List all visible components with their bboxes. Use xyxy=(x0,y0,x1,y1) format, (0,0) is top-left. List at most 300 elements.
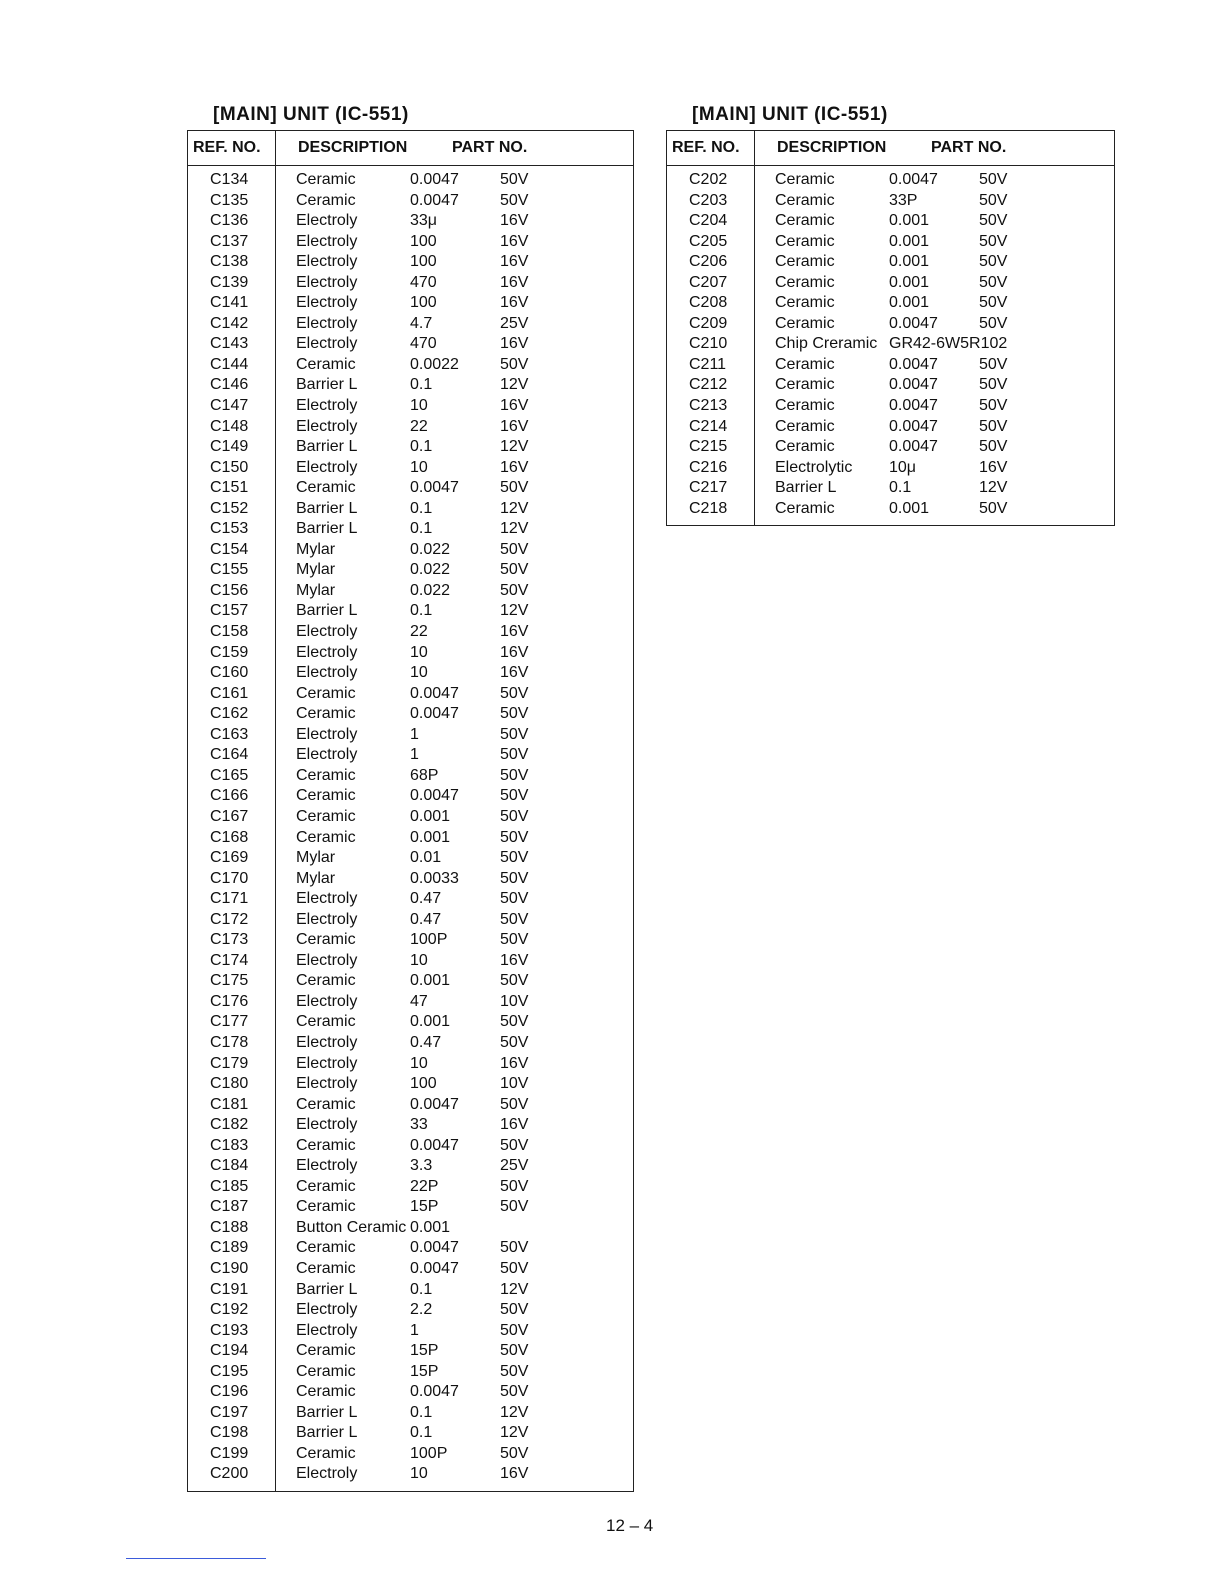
description-cell: Ceramic xyxy=(296,1362,356,1380)
description-cell: Ceramic xyxy=(775,355,835,373)
table-row xyxy=(755,334,1114,355)
ref-no-cell: C216 xyxy=(689,458,728,476)
table-row xyxy=(276,314,633,335)
description-cell: Electroly xyxy=(296,1321,358,1339)
description-cell: Ceramic xyxy=(296,1013,356,1031)
details-column xyxy=(276,166,633,1491)
description-cell: Electroly xyxy=(296,746,358,764)
description-cell: Electroly xyxy=(296,992,358,1010)
ref-no-cell: C175 xyxy=(210,972,249,990)
part-value-cell: 0.001 xyxy=(410,1218,451,1236)
ref-no-cell: C200 xyxy=(210,1465,249,1483)
description-cell: Ceramic xyxy=(775,253,835,271)
part-value-cell: 0.022 xyxy=(410,540,451,558)
part-value-cell: 0.0047 xyxy=(410,705,459,723)
table-row xyxy=(276,1382,633,1403)
part-value-cell: 0.0047 xyxy=(889,171,938,188)
voltage-cell: 50V xyxy=(500,1301,529,1319)
table-row xyxy=(276,869,633,890)
ref-no-cell: C204 xyxy=(689,212,728,230)
left-parts-section xyxy=(187,100,634,1492)
part-value-cell: 0.0047 xyxy=(410,1259,459,1277)
description-cell: Electroly xyxy=(296,458,358,476)
part-value-cell: 0.001 xyxy=(410,828,451,846)
part-value-cell: 0.47 xyxy=(410,1033,442,1051)
voltage-cell: 50V xyxy=(500,684,529,702)
voltage-cell: 50V xyxy=(500,1383,529,1401)
ref-no-cell: C195 xyxy=(210,1362,249,1380)
part-value-cell: 0.1 xyxy=(410,438,433,456)
part-value-cell: 68P xyxy=(410,766,439,784)
table-row xyxy=(276,663,633,684)
description-cell: Ceramic xyxy=(775,212,835,230)
ref-column xyxy=(188,166,276,1491)
part-value-cell: 0.0047 xyxy=(410,191,459,209)
voltage-cell: 12V xyxy=(500,438,529,456)
ref-no-cell: C199 xyxy=(210,1444,249,1462)
ref-no-cell: C218 xyxy=(689,499,728,517)
part-value-cell: 22 xyxy=(410,417,428,435)
ref-no-cell: C179 xyxy=(210,1054,249,1072)
ref-no-cell: C214 xyxy=(689,417,728,435)
ref-no-cell: C165 xyxy=(210,766,249,784)
table-row xyxy=(276,1218,633,1239)
ref-no-cell: C178 xyxy=(210,1033,249,1051)
description-cell: Electroly xyxy=(296,1116,358,1134)
voltage-cell: 50V xyxy=(500,1259,529,1277)
part-value-cell: 4.7 xyxy=(410,314,433,332)
table-row xyxy=(755,211,1114,232)
table-row xyxy=(276,704,633,725)
voltage-cell: 50V xyxy=(500,1177,529,1195)
description-cell: Electroly xyxy=(296,725,358,743)
description-cell: Ceramic xyxy=(775,499,835,517)
voltage-cell: 50V xyxy=(500,828,529,846)
ref-no-cell: C193 xyxy=(210,1321,249,1339)
footer-rule xyxy=(126,1558,266,1559)
description-cell: Mylar xyxy=(296,849,336,867)
part-value-cell: 0.1 xyxy=(410,602,433,620)
table-row xyxy=(276,930,633,951)
voltage-cell: 50V xyxy=(979,417,1008,435)
ref-no-cell: C153 xyxy=(210,520,249,538)
description-cell: Ceramic xyxy=(296,828,356,846)
voltage-cell: 50V xyxy=(500,869,529,887)
ref-no-cell: C169 xyxy=(210,849,249,867)
table-row xyxy=(755,293,1114,314)
description-cell: Ceramic xyxy=(296,1342,356,1360)
table-row xyxy=(276,232,633,253)
table-header xyxy=(188,131,633,166)
table-row xyxy=(276,684,633,705)
part-value-cell: 33 xyxy=(410,1116,428,1134)
ref-no-cell: C181 xyxy=(210,1095,249,1113)
part-value-cell: 100P xyxy=(410,1444,448,1462)
voltage-cell: 50V xyxy=(500,705,529,723)
ref-no-cell: C144 xyxy=(210,355,249,373)
ref-no-cell: C161 xyxy=(210,684,249,702)
ref-no-cell: C137 xyxy=(210,232,249,250)
description-cell: Ceramic xyxy=(775,397,835,415)
table-row xyxy=(276,1033,633,1054)
voltage-cell: 50V xyxy=(500,746,529,764)
voltage-cell: 50V xyxy=(500,807,529,825)
part-value-cell: 100 xyxy=(410,1075,437,1093)
description-cell: Ceramic xyxy=(296,807,356,825)
description-cell: Electroly xyxy=(296,910,358,928)
part-value-cell: 0.001 xyxy=(410,972,451,990)
part-value-cell: 0.001 xyxy=(410,807,451,825)
table-row xyxy=(276,828,633,849)
ref-no-cell: C197 xyxy=(210,1403,249,1421)
part-value-cell: 0.0047 xyxy=(889,314,938,332)
ref-no-cell: C185 xyxy=(210,1177,249,1195)
table-row xyxy=(276,848,633,869)
ref-no-cell: C213 xyxy=(689,397,728,415)
voltage-cell: 50V xyxy=(500,931,529,949)
voltage-cell xyxy=(979,334,1039,355)
ref-column xyxy=(667,166,755,525)
part-value-cell: 0.1 xyxy=(410,1403,433,1421)
part-value-cell: 0.01 xyxy=(410,849,442,867)
voltage-cell: 12V xyxy=(500,499,529,517)
table-row xyxy=(276,766,633,787)
table-row xyxy=(755,232,1114,253)
description-cell: Ceramic xyxy=(296,1259,356,1277)
table-row xyxy=(276,1280,633,1301)
description-cell: Barrier L xyxy=(296,1403,358,1421)
description-cell: Ceramic xyxy=(775,314,835,332)
description-cell: Ceramic xyxy=(775,376,835,394)
table-row xyxy=(755,396,1114,417)
part-value-cell: 0.001 xyxy=(889,253,930,271)
table-row xyxy=(276,1238,633,1259)
table-row xyxy=(276,1074,633,1095)
voltage-cell: 16V xyxy=(500,232,529,250)
voltage-cell: 25V xyxy=(500,314,529,332)
part-value-cell: 0.1 xyxy=(410,499,433,517)
description-cell: Electroly xyxy=(296,951,358,969)
voltage-cell: 16V xyxy=(979,458,1008,476)
description-cell: Electroly xyxy=(296,273,358,291)
voltage-cell: 16V xyxy=(500,417,529,435)
voltage-cell: 50V xyxy=(500,479,529,497)
voltage-cell: 50V xyxy=(979,212,1008,230)
voltage-cell: 10V xyxy=(500,1075,529,1093)
ref-no-cell: C168 xyxy=(210,828,249,846)
section-title: [MAIN] UNIT (IC-551) xyxy=(213,104,409,125)
table-row xyxy=(276,417,633,438)
voltage-cell: 50V xyxy=(500,540,529,558)
part-value-cell: 0.001 xyxy=(889,294,930,312)
header-part-no: PART NO. xyxy=(452,139,528,156)
ref-no-cell: C151 xyxy=(210,479,249,497)
part-value-cell: 0.0047 xyxy=(889,376,938,394)
table-row xyxy=(276,971,633,992)
part-value-cell: 0.0047 xyxy=(889,417,938,435)
table-row xyxy=(755,191,1114,212)
voltage-cell: 50V xyxy=(979,355,1008,373)
part-value-cell: 3.3 xyxy=(410,1157,433,1175)
description-cell: Ceramic xyxy=(296,705,356,723)
ref-no-cell: C160 xyxy=(210,664,249,682)
header-description: DESCRIPTION xyxy=(777,139,887,156)
table-row xyxy=(276,1095,633,1116)
ref-no-cell: C162 xyxy=(210,705,249,723)
ref-no-cell: C135 xyxy=(210,191,249,209)
table-row xyxy=(276,1259,633,1280)
part-value-cell: 0.0047 xyxy=(410,479,459,497)
ref-no-cell: C156 xyxy=(210,581,249,599)
part-value-cell: 10 xyxy=(410,1465,428,1483)
voltage-cell: 50V xyxy=(500,1198,529,1216)
description-cell: Mylar xyxy=(296,869,336,887)
description-cell: Ceramic xyxy=(296,1177,356,1195)
voltage-cell: 16V xyxy=(500,623,529,641)
voltage-cell: 12V xyxy=(500,602,529,620)
details-column xyxy=(755,166,1114,525)
right-parts-section xyxy=(666,100,1115,526)
voltage-cell: 50V xyxy=(500,1033,529,1051)
voltage-cell: 50V xyxy=(979,499,1008,517)
description-cell: Ceramic xyxy=(775,232,835,250)
part-value-cell: 10μ xyxy=(889,458,917,476)
ref-no-cell: C206 xyxy=(689,253,728,271)
part-value-cell: 15P xyxy=(410,1198,439,1216)
part-value-cell: 0.0033 xyxy=(410,869,459,887)
ref-no-cell: C209 xyxy=(689,314,728,332)
table-row xyxy=(755,499,1114,520)
table-row xyxy=(276,1321,633,1342)
voltage-cell: 50V xyxy=(500,1095,529,1113)
header-description: DESCRIPTION xyxy=(298,139,408,156)
ref-no-cell: C196 xyxy=(210,1383,249,1401)
description-cell: Ceramic xyxy=(775,438,835,456)
voltage-cell: 50V xyxy=(500,1239,529,1257)
voltage-cell: 50V xyxy=(500,1342,529,1360)
ref-no-cell: C191 xyxy=(210,1280,249,1298)
table-row xyxy=(276,499,633,520)
description-cell: Electroly xyxy=(296,417,358,435)
table-row xyxy=(755,417,1114,438)
table-row xyxy=(276,437,633,458)
ref-no-cell: C180 xyxy=(210,1075,249,1093)
part-value-cell: 0.0047 xyxy=(410,1383,459,1401)
ref-no-cell: C139 xyxy=(210,273,249,291)
table-row xyxy=(755,375,1114,396)
description-cell: Ceramic xyxy=(775,417,835,435)
ref-no-cell: C173 xyxy=(210,931,249,949)
voltage-cell: 50V xyxy=(500,1362,529,1380)
voltage-cell: 16V xyxy=(500,951,529,969)
description-cell: Electroly xyxy=(296,623,358,641)
table-row xyxy=(755,170,1114,191)
table-row xyxy=(276,458,633,479)
ref-no-cell: C208 xyxy=(689,294,728,312)
table-row xyxy=(755,273,1114,294)
ref-no-cell: C192 xyxy=(210,1301,249,1319)
voltage-cell: 12V xyxy=(500,520,529,538)
voltage-cell: 12V xyxy=(500,1280,529,1298)
table-row xyxy=(755,478,1114,499)
table-row xyxy=(276,540,633,561)
description-cell: Ceramic xyxy=(296,355,356,373)
part-value-cell: 0.001 xyxy=(889,499,930,517)
part-value-cell: 0.1 xyxy=(410,520,433,538)
ref-no-cell: C211 xyxy=(689,355,727,373)
description-cell: Ceramic xyxy=(296,972,356,990)
header-ref-no: REF. NO. xyxy=(188,131,276,165)
table-row xyxy=(276,643,633,664)
ref-no-cell: C170 xyxy=(210,869,249,887)
part-value-cell: 1 xyxy=(410,746,419,764)
description-cell: Electroly xyxy=(296,335,358,353)
part-value-cell: 0.47 xyxy=(410,910,442,928)
ref-no-cell: C189 xyxy=(210,1239,249,1257)
table-row xyxy=(276,1464,633,1485)
section-title: [MAIN] UNIT (IC-551) xyxy=(692,104,888,125)
part-value-cell: 0.0047 xyxy=(889,397,938,415)
description-cell: Electroly xyxy=(296,890,358,908)
part-value-cell: 33μ xyxy=(410,212,438,230)
ref-no-cell: C188 xyxy=(210,1218,249,1236)
part-value-cell: 0.001 xyxy=(410,1013,451,1031)
part-value-cell: 0.0047 xyxy=(410,1239,459,1257)
description-cell: Ceramic xyxy=(296,479,356,497)
voltage-cell: 12V xyxy=(500,376,529,394)
table-row xyxy=(276,910,633,931)
ref-no-cell: C198 xyxy=(210,1424,249,1442)
table-row xyxy=(276,1341,633,1362)
description-cell: Ceramic xyxy=(775,294,835,312)
description-cell: Barrier L xyxy=(296,1280,358,1298)
table-row xyxy=(276,1362,633,1383)
description-cell: Electroly xyxy=(296,1301,358,1319)
ref-no-cell: C142 xyxy=(210,314,249,332)
table-row xyxy=(276,560,633,581)
voltage-cell: 12V xyxy=(979,479,1008,497)
part-value-cell: 100 xyxy=(410,253,437,271)
table-row xyxy=(276,1156,633,1177)
description-cell: Electroly xyxy=(296,643,358,661)
voltage-cell: 16V xyxy=(500,212,529,230)
table-row xyxy=(276,211,633,232)
part-value-cell: 0.022 xyxy=(410,581,451,599)
voltage-cell: 10V xyxy=(500,992,529,1010)
part-value-cell: 0.0047 xyxy=(410,684,459,702)
table-row xyxy=(755,458,1114,479)
ref-no-cell: C158 xyxy=(210,623,249,641)
ref-no-cell: C155 xyxy=(210,561,249,579)
description-cell: Ceramic xyxy=(296,1239,356,1257)
part-value-cell: 0.47 xyxy=(410,890,442,908)
part-value-cell: 10 xyxy=(410,643,428,661)
table-row xyxy=(276,191,633,212)
part-value-cell: 15P xyxy=(410,1362,439,1380)
ref-no-cell: C148 xyxy=(210,417,249,435)
part-value-cell: GR42-6W5R102 xyxy=(889,335,1008,353)
part-value-cell: 22 xyxy=(410,623,428,641)
voltage-cell: 50V xyxy=(500,725,529,743)
description-cell: Ceramic xyxy=(296,191,356,209)
table-row xyxy=(276,807,633,828)
part-value-cell: 100 xyxy=(410,294,437,312)
description-cell: Mylar xyxy=(296,561,336,579)
table-row xyxy=(276,725,633,746)
part-value-cell: 1 xyxy=(410,1321,419,1339)
table-row xyxy=(276,252,633,273)
voltage-cell: 50V xyxy=(979,253,1008,271)
table-row xyxy=(276,1012,633,1033)
table-row xyxy=(276,1115,633,1136)
ref-no-cell: C141 xyxy=(210,294,249,312)
voltage-cell: 50V xyxy=(500,171,529,188)
ref-no-cell: C149 xyxy=(210,438,249,456)
voltage-cell: 50V xyxy=(500,1013,529,1031)
ref-no-cell: C203 xyxy=(689,191,728,209)
voltage-cell: 50V xyxy=(500,766,529,784)
ref-no-cell: C210 xyxy=(689,335,728,353)
ref-no-cell: C164 xyxy=(210,746,249,764)
page-number: 12 – 4 xyxy=(606,1516,654,1535)
part-value-cell: 100P xyxy=(410,931,448,949)
voltage-cell: 16V xyxy=(500,643,529,661)
table-row xyxy=(276,601,633,622)
part-value-cell: 0.0047 xyxy=(889,355,938,373)
voltage-cell: 50V xyxy=(500,1444,529,1462)
voltage-cell: 12V xyxy=(500,1403,529,1421)
ref-no-cell: C146 xyxy=(210,376,249,394)
table-row xyxy=(755,314,1114,335)
part-value-cell: 0.0047 xyxy=(889,438,938,456)
description-cell: Barrier L xyxy=(296,520,358,538)
description-cell: Barrier L xyxy=(775,479,837,497)
ref-no-cell: C212 xyxy=(689,376,728,394)
ref-no-cell: C190 xyxy=(210,1259,249,1277)
table-row xyxy=(276,293,633,314)
description-cell: Ceramic xyxy=(775,191,835,209)
description-cell: Ceramic xyxy=(296,787,356,805)
description-cell: Chip Creramic xyxy=(775,335,878,353)
ref-no-cell: C202 xyxy=(689,171,728,188)
description-cell: Electroly xyxy=(296,212,358,230)
ref-no-cell: C167 xyxy=(210,807,249,825)
ref-no-cell: C143 xyxy=(210,335,249,353)
voltage-cell: 50V xyxy=(500,581,529,599)
description-cell: Electrolytic xyxy=(775,458,853,476)
table-row xyxy=(276,1136,633,1157)
table-row xyxy=(276,992,633,1013)
ref-no-cell: C177 xyxy=(210,1013,249,1031)
part-value-cell: 470 xyxy=(410,335,437,353)
part-value-cell: 47 xyxy=(410,992,428,1010)
part-value-cell: 0.1 xyxy=(410,1424,433,1442)
description-cell: Ceramic xyxy=(296,766,356,784)
voltage-cell: 50V xyxy=(979,314,1008,332)
table-row xyxy=(276,1054,633,1075)
ref-no-cell: C159 xyxy=(210,643,249,661)
voltage-cell: 50V xyxy=(500,191,529,209)
table-body xyxy=(188,166,633,1491)
ref-no-cell: C154 xyxy=(210,540,249,558)
voltage-cell: 50V xyxy=(979,376,1008,394)
part-value-cell: 0.001 xyxy=(889,232,930,250)
ref-no-cell: C163 xyxy=(210,725,249,743)
ref-no-cell: C176 xyxy=(210,992,249,1010)
voltage-cell: 16V xyxy=(500,664,529,682)
part-value-cell: 0.0047 xyxy=(410,1136,459,1154)
part-value-cell: 10 xyxy=(410,664,428,682)
